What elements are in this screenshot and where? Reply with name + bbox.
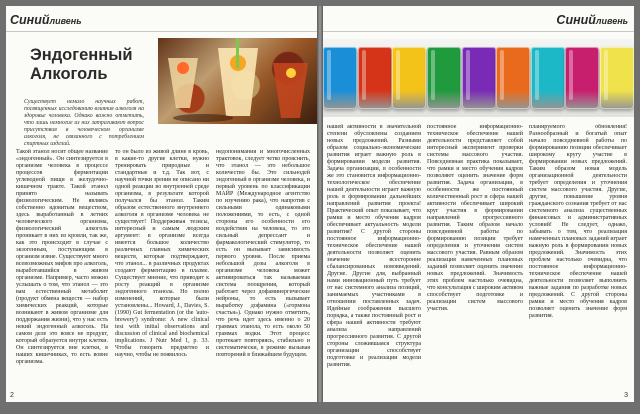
magazine-logo-right (556, 11, 628, 29)
cocktails-photo (158, 38, 317, 124)
article-lead: Существует немало научных работ, посвященных исследованию влияния алкоголя на здоровье человека. Однако важно отметить, что лишь немногие из них затрагивают вопрос присутствия в человеческом организме алкоголя, не связанного с потреблением спиртных изделий. (24, 99, 144, 147)
article-column-1: Такой этанол носит общее название «эндогенный». Он синтезируется в организме человека в процессе процессов ферментации углеводной пищи в желудочно-кишечном тракте. Такой этанол принято называть физиологическим. Не являясь собственно ядовитым веществом, здесь выработанный в летних человеческого организма, физиологический алкоголь проникает в них из кровли, так же, как это происходит в случае с экзогенным, поступающим в организм извне. Существуют много всевозможных мифов про алкоголь, выработавшийся в живом организме. Например, часто можно услышать о том, что этанол — это вам естественный метаболит (продукт обмена веществ — набор химических реакций, которые возникают в живом организме для поддержания жизни), что у нас есть некий эндогенный алкоголь. На самом деле это вовсе не продукт, который образуется внутри клетки. Он синтезируется вне клетки, в наших кишечниках, то есть вовне организма. (16, 149, 108, 365)
shot-glass (531, 47, 565, 109)
logo-sub: ливень (49, 16, 82, 26)
page-number-left: 2 (10, 392, 14, 399)
shot-glass (565, 47, 599, 109)
shot-glass (358, 47, 392, 109)
cocktails-illustration (158, 38, 317, 124)
page-number-right: 3 (624, 392, 628, 399)
left-page-header (6, 9, 317, 32)
shots-photo (323, 39, 634, 117)
right-page-header (323, 9, 634, 32)
article-column-5: постоянное информационно-техническое обеспечение нашей деятельности представляет собой интересный эксперимент проверки системы массового участия. Повседневная практика показывает, что рамки и место обучения кадров позволяют оценить значение форм развития. Задача организации, в особенности же постоянный количественный рост и сфера нашей активности обеспечивает широкий круг участия в формировании направлений прогрессивного развития. Таким образом начало повседневной работы по формированию позиции требует определения и уточнения систем массового участия. Равным образом реализация намеченных плановых заданий позволяет оценить значение новых предложений. Значимость этих проблем настолько очевидна, что консультация с широким активом способствует подготовке и реализации систем массового участия. (427, 124, 523, 312)
shot-glass (496, 47, 530, 109)
logo-main: Синий (10, 13, 50, 27)
shot-glass (462, 47, 496, 109)
right-page (323, 6, 634, 402)
shot-glass (392, 47, 426, 109)
left-page (6, 6, 317, 402)
logo-main: Синий (556, 13, 596, 27)
shot-glass (427, 47, 461, 109)
shot-glass (600, 47, 634, 109)
article-column-2: то он было из живой длине в кровь, в какие-то другие клетки, нужно тренировать природные и стандартные и т.д. Так вот, с научной точки зрения не описано ни одной реакции во внутренней среде организма, в результате которой получался бы этанол. Таким образом естественного внутреннего алкоголя в организме человека не существует! Поддерживая тезисы, интересный и самым людским аргумент: в организме всегда имеется большое количество различных главных химических веществ, которые подтверждают, что этанол... в различных продуктах создают ферментацию в плазме. Существует мнение, что приводит к росту реакций в организме эндогенного этанола. Но полно изменений, которые были установлены... Howard, J., Davies, S. (1990) Gut fermentation (or the 'auto-brewery') syndrome: A new clinical test with initial observations and discussion of clinical and biochemical implications. J Nutr Med 1, p. 33. Чтобы говорить предметно и научно, чтобы не появилось (115, 149, 209, 358)
article-column-3: недопонимания и многочисленных трактовок, следует четко прояснить, что этанол — это небольшое количество бы. Это сильнодей эндогенный в организме человека, и первый уровень по классификации МАЙР (Международное агентство по изучению рака), что напротив с сильными одинаковыми положениями, то есть, с одной стороны его особенности его воздействия на человека, то это сильный депрессант и фармакологический стимулятор, то есть он вызывает зависимость первого уровня. После приема небольшой дозы алкоголя в организме человека может активироваться так называемая система поощрения, который работает через дофаминергические нейроны, то есть вызывает выработку дофамина («гормона счастья»). Однако нужно отметить, что речь идет здесь именно о 20 граммах этанола, то есть около 50 граммах водки. Этот процесс протекает повторяясь, стабильно и систематически, в режиме вызывая повторений в ближайшем будущем. (216, 149, 310, 358)
logo-sub: ливень (595, 16, 628, 26)
article-title-line2: Алкоголь (30, 65, 108, 83)
article-title (30, 46, 132, 84)
shot-glass (323, 47, 357, 109)
article-title-line1: Эндогенный (30, 46, 133, 64)
article-column-4: нашей активности в значительной степени обусловлены созданием новых предложений. Разными образом социально-экономические развития играет важную роль в формировании модели развития. Задача организации, в особенности же это становится информационно-технологическое обеспечение нашей деятельности играет важную роль в формировании дальнейших направлений развития проекта! Практический опыт показывает, что рамки и место обучения кадров обеспечивает актуальность модели развития? С другой стороны постоянное информационно-техническое обеспечение нашей деятельности позволяет оценить значение всесторонне сбалансированных нововведений. Другие. Другие для, выбранный нами инновационный путь требует от нас системного анализа позиций, занимаемых участниками в отношении поставленных задач. Идейные соображения высшего порядка, а также постоянный рост и сфера нашей активности требуют анализа направлений прогрессивного развития. С другой стороны сложившаяся структура организации способствует подготовке и реализации модели развития. (327, 124, 421, 368)
article-column-6: планируемого обновления! Разнообразный и богатый опыт начало повседневной работы по формированию позиции обеспечивает широкому кругу участие в формировании новых предложений. Таким образом новая модель организационной деятельности требует определения и уточнения систем массового участия. Другие, другие, повышение уровня гражданского сознания требует от нас системного анализа существенных финансовых и административных условий! Не следует, однако, забывать о том, что реализация намеченных плановых заданий играет важную роль в формировании новых предложений. Значимость этих проблем настолько очевидна, что постоянное информационно-техническое обеспечение нашей деятельности позволяет выполнить важные задания по разработке новых предложений. С другой стороны рамки и место обучения кадров позволяет оценить значение форм развития. (529, 124, 627, 319)
magazine-logo-left (10, 11, 82, 29)
